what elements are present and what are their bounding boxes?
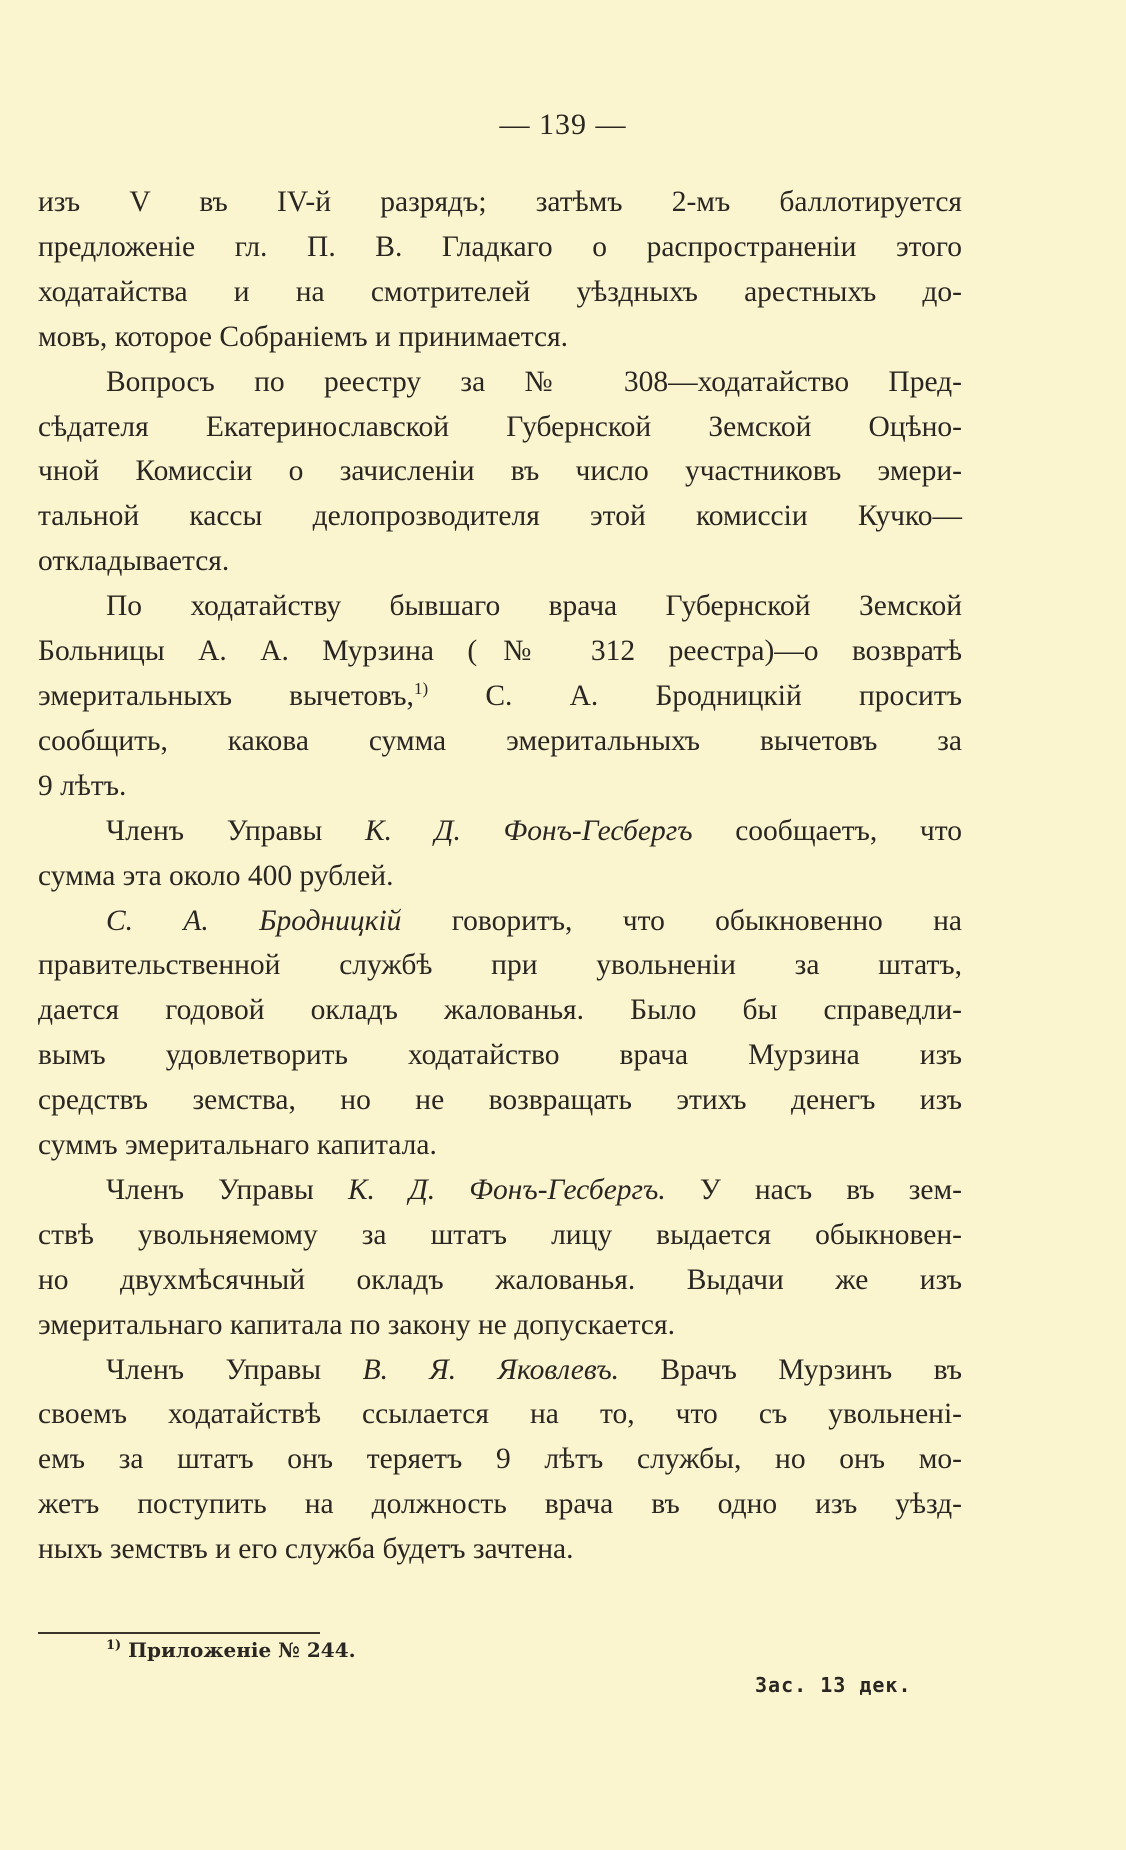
text-line: вымъ удовлетворить ходатайство врача Мурзина изъ [38,1039,962,1072]
text-line [38,674,962,719]
text-line [38,1348,962,1393]
text-line [38,899,962,944]
text-line [38,809,962,854]
text-line: жетъ поступить на должность врача въ одно изъ уѣзд- [38,1488,962,1521]
speaker-title: Членъ Управы [106,1353,322,1386]
text-line: сообщить, какова сумма эмеритальныхъ вычетовъ за [38,724,962,757]
text-line: ныхъ земствъ и его служба будетъ зачтена. [38,1533,574,1566]
text-line: Вопросъ по реестру за № 308—ходатайство Пред- [106,365,962,398]
text-segment: сообщаетъ, что [692,814,962,847]
text-line: 9 лѣтъ. [38,769,127,802]
footnote-reference: 1) [413,678,429,698]
text-line: Больницы А. А. Мурзина (№ 312 реестра)—о возвратѣ [38,635,962,668]
footnote-marker: 1) [106,1638,122,1653]
text-line: ходатайства и на смотрителей уѣздныхъ арестныхъ до- [38,275,962,308]
paragraph [38,360,962,585]
paragraph [38,899,962,1168]
speaker-name: С. А. Бродницкій [106,904,402,937]
text-line: но двухмѣсячный окладъ жалованья. Выдачи же изъ [38,1263,962,1296]
text-segment: говоритъ, что обыкновенно на [401,904,963,937]
body-text [38,180,962,1572]
text-line: емъ за штатъ онъ теряетъ 9 лѣтъ службы, но онъ мо- [38,1443,962,1476]
text-line: откладывается. [38,545,230,578]
session-mark: Зас. 13 дек. [755,1673,912,1697]
text-segment: С. А. Бродницкій проситъ [428,679,962,712]
text-line [38,1168,962,1213]
speaker-name: В. Я. Яковлевъ. [362,1353,620,1386]
paragraph [38,584,962,809]
text-line: сумма эта около 400 рублей. [38,859,394,892]
text-line: ствѣ увольняемому за штатъ лицу выдается обыкновен- [38,1218,962,1251]
text-line: суммъ эмеритальнаго капитала. [38,1129,437,1162]
text-line: дается годовой окладъ жалованья. Было бы справедли- [38,994,962,1027]
paragraph [38,1348,962,1573]
text-line: средствъ земства, но не возвращать этихъ денегъ изъ [38,1084,962,1117]
text-line: По ходатайству бывшаго врача Губернской Земской [106,590,962,623]
text-line: своемъ ходатайствѣ ссылается на то, что съ увольненi- [38,1398,962,1431]
text-line: предложеніе гл. П. В. Гладкаго о распространеніи этого [38,230,962,263]
text-line: чной Комиссіи о зачисленіи въ число участниковъ эмери- [38,455,962,488]
paragraph [38,1168,962,1348]
speaker-title: Членъ Управы [106,814,323,847]
footnote [106,1638,356,1662]
text-line: тальной кассы делопрозводителя этой комиссіи Кучко— [38,500,962,533]
text-segment: эмеритальныхъ вычетовъ, [38,679,414,712]
text-line: сѣдателя Екатеринославской Губернской Земской Оцѣно- [38,410,962,443]
footnote-text: Приложеніе № 244. [121,1638,356,1662]
speaker-title: Членъ Управы [106,1173,314,1206]
text-line: эмеритальнаго капитала по закону не допускается. [38,1308,675,1341]
page-number: — 139 — [499,108,627,141]
text-line: изъ V въ IV-й разрядъ; затѣмъ 2-мъ баллотируется [38,186,962,218]
footnote-divider [38,1632,320,1634]
text-segment: У насъ въ зем- [665,1173,963,1206]
speaker-name: К. Д. Фонъ-Гесбергъ. [347,1173,666,1206]
text-line: мовъ, которое Собраніемъ и принимается. [38,320,569,353]
text-segment: Врачъ Мурзинъ въ [619,1353,963,1386]
paragraph [38,809,962,899]
speaker-name: К. Д. Фонъ-Гесбергъ [365,814,693,847]
paragraph [38,180,962,360]
text-line: правительственной службѣ при увольненіи за штатъ, [38,949,962,982]
